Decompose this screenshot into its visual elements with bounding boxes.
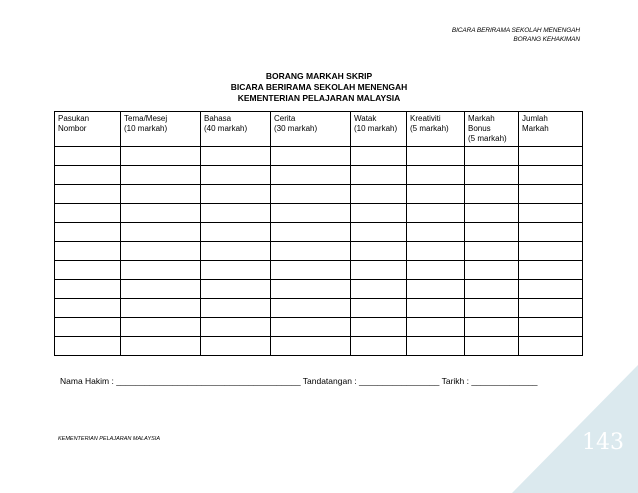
table-cell[interactable] <box>55 299 121 318</box>
table-cell[interactable] <box>271 242 351 261</box>
table-cell[interactable] <box>121 223 201 242</box>
table-cell[interactable] <box>55 204 121 223</box>
table-cell[interactable] <box>271 280 351 299</box>
table-cell[interactable] <box>519 261 583 280</box>
table-cell[interactable] <box>271 261 351 280</box>
table-row <box>55 280 583 299</box>
table-row <box>55 204 583 223</box>
table-cell[interactable] <box>201 223 271 242</box>
table-cell[interactable] <box>407 185 465 204</box>
table-cell[interactable] <box>121 318 201 337</box>
table-cell[interactable] <box>465 261 519 280</box>
table-cell[interactable] <box>201 261 271 280</box>
table-cell[interactable] <box>407 261 465 280</box>
table-row <box>55 185 583 204</box>
table-cell[interactable] <box>271 337 351 356</box>
table-cell[interactable] <box>271 166 351 185</box>
table-cell[interactable] <box>201 242 271 261</box>
table-cell[interactable] <box>55 337 121 356</box>
table-cell[interactable] <box>55 318 121 337</box>
table-cell[interactable] <box>55 223 121 242</box>
judge-signature-line: Nama Hakim : _______________________________________ Tandatangan : _________________ Tarikh : ______________ <box>60 376 538 386</box>
table-cell[interactable] <box>271 147 351 166</box>
col-header-watak: Watak (10 markah) <box>351 112 407 147</box>
table-cell[interactable] <box>121 166 201 185</box>
table-cell[interactable] <box>351 166 407 185</box>
table-cell[interactable] <box>271 223 351 242</box>
table-cell[interactable] <box>55 242 121 261</box>
table-cell[interactable] <box>407 337 465 356</box>
table-cell[interactable] <box>465 337 519 356</box>
table-cell[interactable] <box>271 204 351 223</box>
table-cell[interactable] <box>519 280 583 299</box>
table-body <box>55 147 583 356</box>
table-cell[interactable] <box>519 185 583 204</box>
col-header-kreativiti: Kreativiti (5 markah) <box>407 112 465 147</box>
table-cell[interactable] <box>519 337 583 356</box>
table-cell[interactable] <box>519 242 583 261</box>
table-cell[interactable] <box>465 242 519 261</box>
table-cell[interactable] <box>351 318 407 337</box>
table-row <box>55 223 583 242</box>
table-cell[interactable] <box>201 337 271 356</box>
table-cell[interactable] <box>201 280 271 299</box>
table-cell[interactable] <box>121 242 201 261</box>
table-cell[interactable] <box>351 337 407 356</box>
col-header-bahasa: Bahasa (40 markah) <box>201 112 271 147</box>
table-cell[interactable] <box>121 280 201 299</box>
title-line-1: BORANG MARKAH SKRIP <box>265 71 373 81</box>
title-line-2: BICARA BERIRAMA SEKOLAH MENENGAH <box>230 82 408 92</box>
table-cell[interactable] <box>465 166 519 185</box>
table-cell[interactable] <box>55 280 121 299</box>
score-table <box>54 111 583 356</box>
table-cell[interactable] <box>519 299 583 318</box>
table-cell[interactable] <box>407 204 465 223</box>
table-cell[interactable] <box>351 185 407 204</box>
table-cell[interactable] <box>351 280 407 299</box>
table-cell[interactable] <box>121 185 201 204</box>
header-line-2: BORANG KEHAKIMAN <box>513 36 580 43</box>
col-header-bonus: Markah Bonus (5 markah) <box>465 112 519 147</box>
table-cell[interactable] <box>55 166 121 185</box>
table-cell[interactable] <box>407 280 465 299</box>
table-cell[interactable] <box>201 147 271 166</box>
title-line-3: KEMENTERIAN PELAJARAN MALAYSIA <box>237 93 401 103</box>
table-header-row <box>55 112 583 147</box>
table-cell[interactable] <box>519 318 583 337</box>
table-cell[interactable] <box>465 318 519 337</box>
table-row <box>55 166 583 185</box>
ministry-footer: KEMENTERIAN PELAJARAN MALAYSIA <box>58 436 160 442</box>
table-cell[interactable] <box>271 299 351 318</box>
form-title <box>0 71 638 104</box>
table-cell[interactable] <box>407 147 465 166</box>
table-cell[interactable] <box>121 147 201 166</box>
table-cell[interactable] <box>465 223 519 242</box>
table-row <box>55 261 583 280</box>
table-cell[interactable] <box>407 299 465 318</box>
table-cell[interactable] <box>407 223 465 242</box>
table-row <box>55 147 583 166</box>
table-cell[interactable] <box>465 204 519 223</box>
table-cell[interactable] <box>121 261 201 280</box>
table-cell[interactable] <box>465 185 519 204</box>
col-header-cerita: Cerita (30 markah) <box>271 112 351 147</box>
table-cell[interactable] <box>271 318 351 337</box>
table-cell[interactable] <box>465 299 519 318</box>
table-cell[interactable] <box>121 337 201 356</box>
table-cell[interactable] <box>271 185 351 204</box>
table-cell[interactable] <box>519 166 583 185</box>
table-cell[interactable] <box>201 166 271 185</box>
table-cell[interactable] <box>351 242 407 261</box>
table-cell[interactable] <box>55 185 121 204</box>
table-cell[interactable] <box>351 147 407 166</box>
col-header-pasukan: Pasukan Nombor <box>55 112 121 147</box>
table-cell[interactable] <box>465 280 519 299</box>
table-cell[interactable] <box>201 299 271 318</box>
col-header-tema: Tema/Mesej (10 markah) <box>121 112 201 147</box>
table-cell[interactable] <box>201 204 271 223</box>
table-cell[interactable] <box>351 204 407 223</box>
table-row <box>55 318 583 337</box>
document-header <box>452 26 580 44</box>
table-cell[interactable] <box>201 318 271 337</box>
table-cell[interactable] <box>351 261 407 280</box>
table-cell[interactable] <box>351 299 407 318</box>
table-cell[interactable] <box>121 204 201 223</box>
table-cell[interactable] <box>201 185 271 204</box>
header-line-1: BICARA BERIRAMA SEKOLAH MENENGAH <box>451 27 580 34</box>
col-header-jumlah: Jumlah Markah <box>519 112 583 147</box>
table-cell[interactable] <box>407 318 465 337</box>
table-cell[interactable] <box>519 147 583 166</box>
table-cell[interactable] <box>519 223 583 242</box>
table-cell[interactable] <box>121 299 201 318</box>
table-cell[interactable] <box>465 147 519 166</box>
table-cell[interactable] <box>519 204 583 223</box>
table-cell[interactable] <box>55 261 121 280</box>
table-row <box>55 299 583 318</box>
table-cell[interactable] <box>407 242 465 261</box>
table-cell[interactable] <box>55 147 121 166</box>
page-number: 143 <box>582 430 624 455</box>
table-cell[interactable] <box>351 223 407 242</box>
table-row <box>55 242 583 261</box>
table-row <box>55 337 583 356</box>
table-cell[interactable] <box>407 166 465 185</box>
